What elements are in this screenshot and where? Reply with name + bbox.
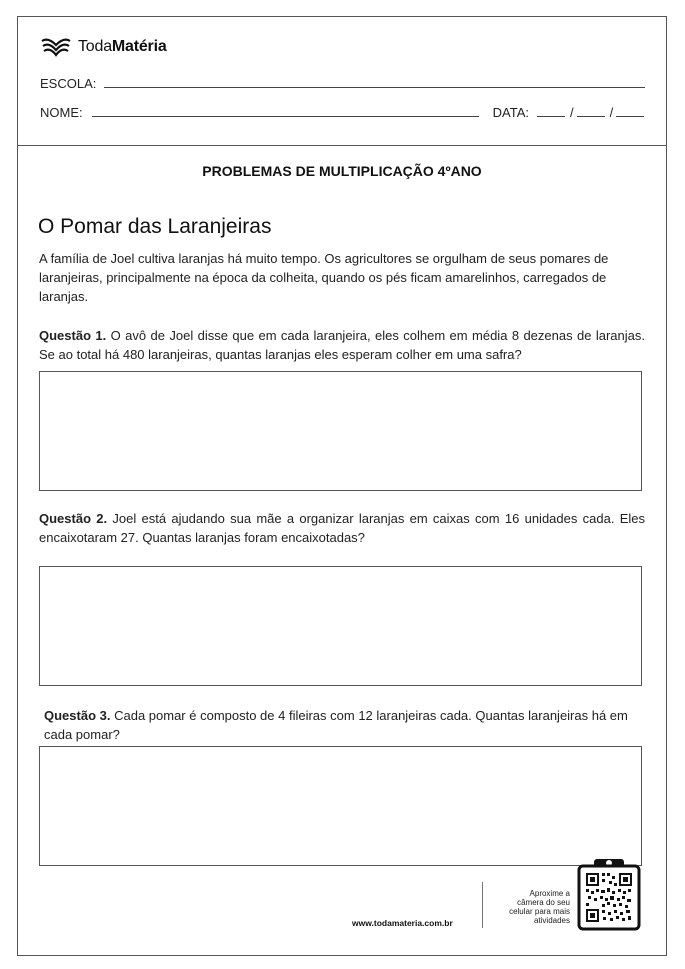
qr-code-clipboard-icon[interactable] xyxy=(576,856,642,932)
question-label: Questão 3. xyxy=(44,708,111,723)
qr-text-line: celular para mais xyxy=(509,907,570,916)
question-text: O avô de Joel disse que em cada laranjeira, eles colhem em média 8 dezenas de laranjas. Se ao total há 480 laranjeiras, quantas laranjas eles esperam colher em uma safra? xyxy=(39,328,645,362)
date-month-line[interactable] xyxy=(577,115,605,117)
date-day-line[interactable] xyxy=(537,115,565,117)
school-label: ESCOLA: xyxy=(40,76,97,91)
qr-text-line: câmera do seu xyxy=(517,898,570,907)
question-label: Questão 2. xyxy=(39,511,108,526)
date-separator: / xyxy=(569,105,574,120)
name-label: NOME: xyxy=(40,105,83,120)
worksheet-title: PROBLEMAS DE MULTIPLICAÇÃO 4ºANO xyxy=(202,163,482,179)
school-field xyxy=(40,76,645,91)
section-title: O Pomar das Laranjeiras xyxy=(38,215,272,238)
header-divider xyxy=(18,145,666,146)
answer-box-2[interactable] xyxy=(39,566,642,686)
worksheet-page xyxy=(17,16,667,956)
question-label: Questão 1. xyxy=(39,328,107,343)
qr-instruction xyxy=(490,889,570,925)
answer-box-3[interactable] xyxy=(39,746,642,866)
question-2 xyxy=(39,509,645,547)
qr-text-line: atividades xyxy=(533,916,570,925)
school-input-line[interactable] xyxy=(104,86,645,88)
question-1 xyxy=(39,326,645,364)
name-date-field xyxy=(40,105,644,120)
question-text: Cada pomar é composto de 4 fileiras com 12 laranjeiras cada. Quantas laranjeiras há em cada pomar? xyxy=(44,708,628,742)
question-3 xyxy=(44,706,645,744)
brand-logo xyxy=(40,37,167,57)
answer-box-1[interactable] xyxy=(39,371,642,491)
question-text: Joel está ajudando sua mãe a organizar laranjas em caixas com 16 unidades cada. Eles encaixotaram 27. Quantas laranjas foram encaixotadas? xyxy=(39,511,645,545)
brand-name: TodaMatéria xyxy=(78,38,167,55)
intro-paragraph: A família de Joel cultiva laranjas há muito tempo. Os agricultores se orgulham de seus pomares de laranjeiras, principalmente na época da colheita, quando os pés ficam amarelinhos, carregados de laranjas. xyxy=(39,251,609,304)
qr-text-line: Aproxime a xyxy=(529,889,570,898)
book-wings-logo-icon xyxy=(40,37,72,57)
date-label: DATA: xyxy=(492,105,529,120)
footer-divider xyxy=(482,882,483,928)
name-input-line[interactable] xyxy=(92,115,479,117)
date-year-line[interactable] xyxy=(616,115,644,117)
date-separator: / xyxy=(609,105,614,120)
footer-url[interactable]: www.todamateria.com.br xyxy=(352,918,453,928)
